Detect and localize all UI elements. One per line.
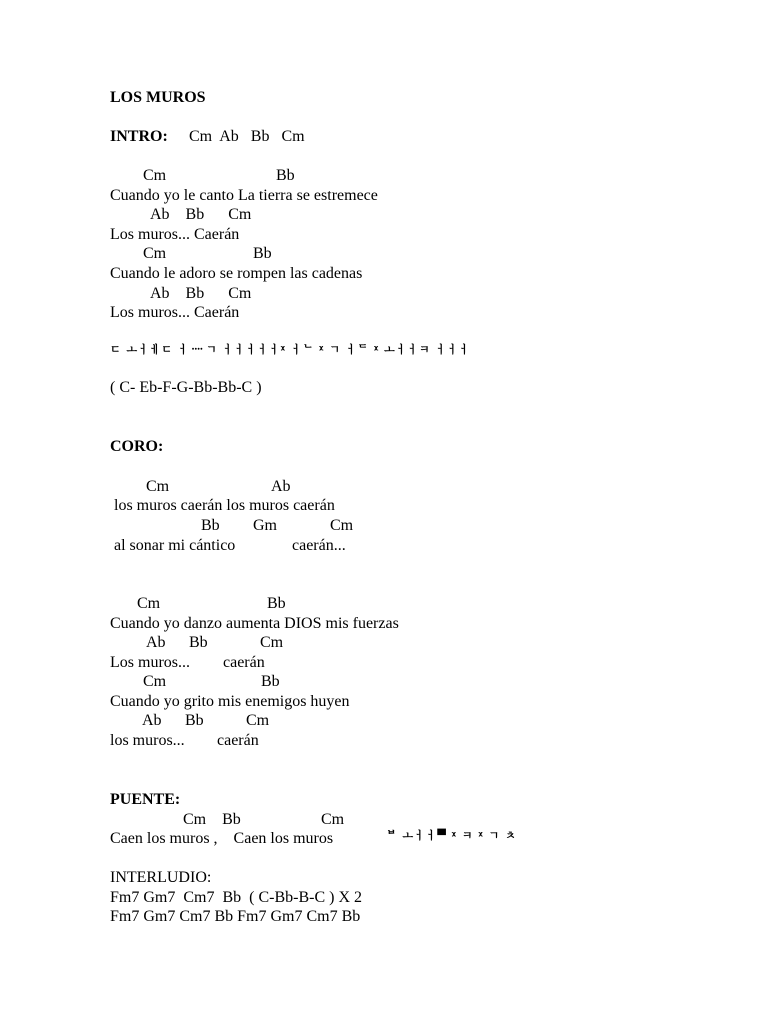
verse2-chord: Bb: [267, 595, 286, 612]
verse2-lyric: caerán: [217, 732, 259, 749]
verse1-lyric: Cuando yo le canto La tierra se estremece: [110, 187, 378, 204]
verse2-chord: Bb: [185, 712, 204, 729]
interludio-label: INTERLUDIO:: [110, 869, 212, 886]
verse1-chord: Ab Bb Cm: [150, 285, 252, 302]
puente-label: PUENTE:: [110, 791, 181, 808]
verse1-chord: Bb: [253, 245, 272, 262]
verse2-lyric: Los muros...: [110, 654, 190, 671]
puente-chords: Cm Bb: [183, 811, 241, 828]
verse2-chord: Cm: [137, 595, 161, 612]
intro-chords: Cm Ab Bb Cm: [189, 128, 305, 145]
verse2-lyric: Cuando yo grito mis enemigos huyen: [110, 693, 350, 710]
verse1-lyric: Los muros... Caerán: [110, 304, 240, 321]
verse1-chord: Bb: [276, 167, 295, 184]
verse2-chord: Cm: [143, 673, 167, 690]
verse1-chord: Ab Bb Cm: [150, 206, 252, 223]
interludio-line: Fm7 Gm7 Cm7 Bb ( C-Bb-B-C ) X 2: [110, 889, 363, 906]
verse2-chord: Ab: [142, 712, 162, 729]
tab-glyph-row: ㄷ ㅗㅓㅔㄷ ㅓ᠁ ㄱ ㅓㅓㅓㅓㅓᵡ ㅓᄂ ᵡ ㄱ ㅓᄃ ᵡ ㅗㅓㅓㅋ ㅓㅓㅓ: [110, 343, 471, 356]
verse2-chord: Cm: [260, 634, 284, 651]
verse2-chord: Bb: [189, 634, 208, 651]
coro-lyric: al sonar mi cántico: [110, 537, 236, 554]
puente-tab-glyphs: ᄇ ㅗㅓㅓ▀ ᵡ ㅋ ᵡ ㄱ ㅊ: [386, 829, 517, 842]
interludio-line: Fm7 Gm7 Cm7 Bb Fm7 Gm7 Cm7 Bb: [110, 908, 361, 925]
verse1-lyric: Los muros... Caerán: [110, 226, 240, 243]
scale-notes: ( C- Eb-F-G-Bb-Bb-C ): [110, 379, 262, 396]
verse1-chord: Cm: [143, 245, 167, 262]
coro-chord: Cm: [146, 478, 170, 495]
verse2-lyric: Cuando yo danzo aumenta DIOS mis fuerzas: [110, 615, 399, 632]
verse2-lyric: caerán: [223, 654, 265, 671]
verse1-lyric: Cuando le adoro se rompen las cadenas: [110, 265, 363, 282]
intro-label: INTRO:: [110, 128, 168, 145]
coro-chord: Gm: [253, 517, 277, 534]
verse2-lyric: los muros...: [110, 732, 185, 749]
coro-lyric: caerán...: [292, 537, 346, 554]
verse2-chord: Bb: [261, 673, 280, 690]
coro-label: CORO:: [110, 438, 164, 455]
coro-lyric: los muros caerán los muros caerán: [110, 497, 335, 514]
coro-chord: Ab: [271, 478, 291, 495]
puente-lyric: Caen los muros , Caen los muros: [110, 830, 334, 847]
coro-chord: Bb: [201, 517, 220, 534]
verse2-chord: Ab: [146, 634, 166, 651]
song-title: LOS MUROS: [110, 89, 206, 106]
puente-chord: Cm: [321, 811, 345, 828]
verse1-chord: Cm: [143, 167, 167, 184]
coro-chord: Cm: [330, 517, 354, 534]
verse2-chord: Cm: [246, 712, 270, 729]
